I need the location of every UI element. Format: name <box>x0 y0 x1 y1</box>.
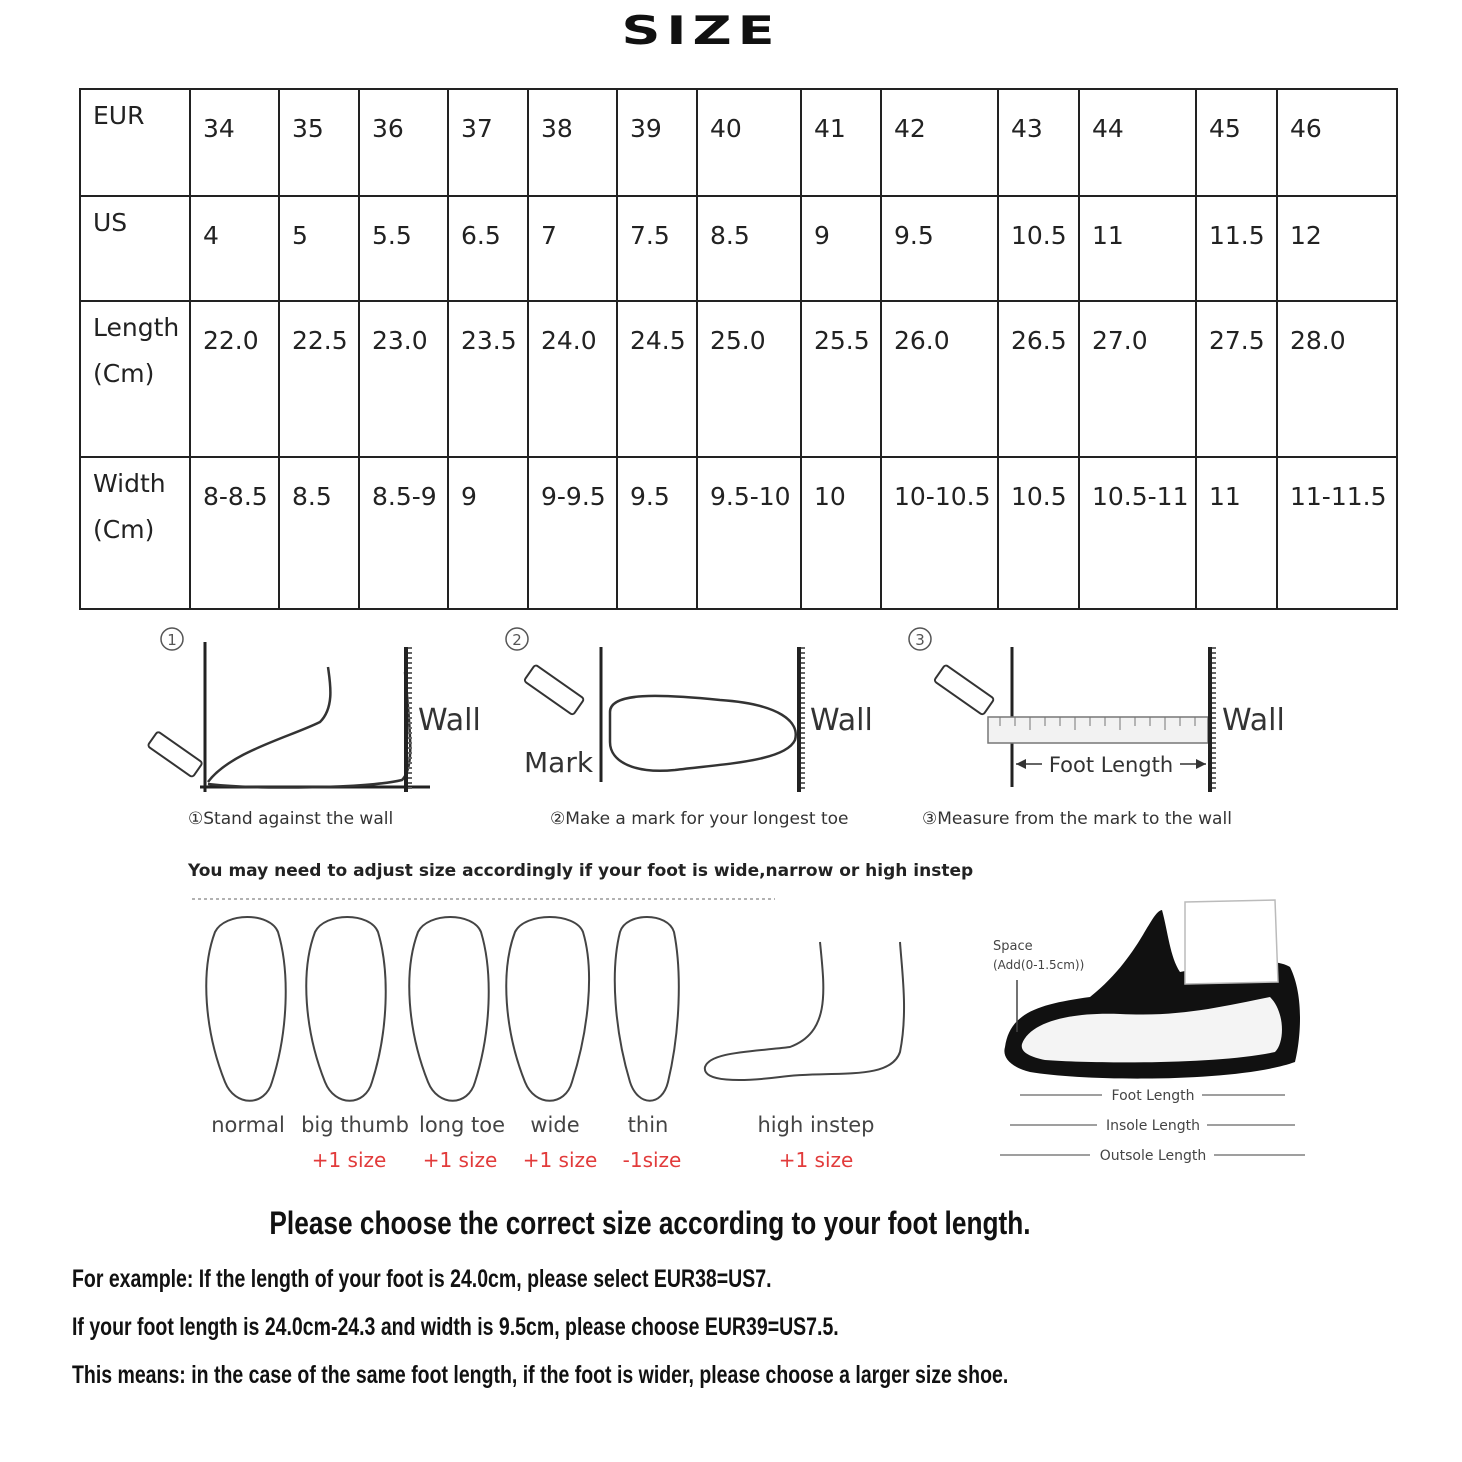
shoe-outsole-length-label: Outsole Length <box>1099 1148 1207 1164</box>
table-cell: 9 <box>448 457 528 609</box>
table-cell: 11-11.5 <box>1277 457 1397 609</box>
foot-type-adjust-5: -1size <box>622 1148 682 1172</box>
table-cell: 43 <box>998 89 1079 196</box>
wall-label-2: Wall <box>810 703 873 738</box>
table-cell: 36 <box>359 89 448 196</box>
table-cell: 8.5 <box>697 196 801 301</box>
step-1-caption: ①Stand against the wall <box>188 809 394 829</box>
foot-type-name-6: high instep <box>757 1113 875 1137</box>
foot-type-adjust-2: +1 size <box>311 1148 387 1172</box>
table-cell: 24.0 <box>528 301 617 457</box>
row-label-text: Width <box>93 469 166 498</box>
shoe-diagram <box>993 900 1305 1164</box>
table-cell: 25.5 <box>801 301 881 457</box>
mark-label: Mark <box>524 746 594 779</box>
svg-text:1: 1 <box>167 631 177 649</box>
row-label-text: EUR <box>93 101 145 130</box>
table-cell: 23.5 <box>448 301 528 457</box>
shoe-space-add-label: (Add(0-1.5cm)) <box>993 958 1085 972</box>
table-cell: 40 <box>697 89 801 196</box>
table-row <box>80 89 1397 196</box>
table-cell: 10-10.5 <box>881 457 998 609</box>
table-cell: 42 <box>881 89 998 196</box>
table-cell: 10.5 <box>998 457 1079 609</box>
adjust-note: You may need to adjust size accordingly if your foot is wide,narrow or high instep <box>188 861 974 881</box>
table-cell: 8-8.5 <box>190 457 279 609</box>
table-cell: 10.5-11 <box>1079 457 1196 609</box>
step-1-illustration <box>147 628 480 829</box>
table-cell: 11 <box>1196 457 1277 609</box>
foot-length-label: Foot Length <box>1048 753 1174 777</box>
foot-type-name-4: wide <box>530 1113 580 1137</box>
table-cell: 27.0 <box>1079 301 1196 457</box>
foot-type-name-1: normal <box>211 1113 285 1137</box>
table-cell: 9.5-10 <box>697 457 801 609</box>
table-cell: 23.0 <box>359 301 448 457</box>
measurement-diagram <box>140 612 1330 1182</box>
table-cell: 41 <box>801 89 881 196</box>
wall-label-1: Wall <box>418 703 481 738</box>
table-cell: 9-9.5 <box>528 457 617 609</box>
table-cell: 10.5 <box>998 196 1079 301</box>
page-title: SIZE <box>621 8 781 54</box>
table-cell: 38 <box>528 89 617 196</box>
table-cell: 8.5-9 <box>359 457 448 609</box>
svg-text:2: 2 <box>512 631 522 649</box>
table-cell: 4 <box>190 196 279 301</box>
table-cell: 9 <box>801 196 881 301</box>
notes-headline: Please choose the correct size according to your foot length. <box>269 1205 1031 1241</box>
table-cell: 25.0 <box>697 301 801 457</box>
table-cell: 7 <box>528 196 617 301</box>
foot-type-name-5: thin <box>627 1113 669 1137</box>
table-cell: 34 <box>190 89 279 196</box>
foot-type-name-3: long toe <box>419 1113 505 1137</box>
shoe-insole-length-label: Insole Length <box>1105 1118 1201 1134</box>
table-cell: 22.5 <box>279 301 359 457</box>
shoe-space-label: Space <box>993 939 1033 954</box>
foot-type-adjust-6: +1 size <box>778 1148 854 1172</box>
row-label-text: (Cm) <box>93 515 155 544</box>
table-cell: 26.0 <box>881 301 998 457</box>
table-cell: 6.5 <box>448 196 528 301</box>
wall-label-3: Wall <box>1222 703 1285 738</box>
table-cell: 9.5 <box>881 196 998 301</box>
row-label-text: US <box>93 208 128 237</box>
size-chart-table <box>79 88 1398 610</box>
table-cell: 46 <box>1277 89 1397 196</box>
table-cell: 22.0 <box>190 301 279 457</box>
foot-type-outlines <box>206 917 904 1101</box>
note-line-2: If your foot length is 24.0cm-24.3 and width is 9.5cm, please choose EUR39=US7.5. <box>72 1313 839 1341</box>
table-cell: 5.5 <box>359 196 448 301</box>
step-3-caption: ③Measure from the mark to the wall <box>922 809 1232 829</box>
table-cell: 37 <box>448 89 528 196</box>
note-line-1: For example: If the length of your foot is 24.0cm, please select EUR38=US7. <box>72 1265 772 1293</box>
table-cell: 12 <box>1277 196 1397 301</box>
table-cell: 5 <box>279 196 359 301</box>
foot-type-adjust-3: +1 size <box>422 1148 498 1172</box>
table-cell: 28.0 <box>1277 301 1397 457</box>
foot-type-adjust-4: +1 size <box>522 1148 598 1172</box>
table-cell: 11 <box>1079 196 1196 301</box>
table-cell: 39 <box>617 89 697 196</box>
svg-text:3: 3 <box>915 631 925 649</box>
table-cell: 24.5 <box>617 301 697 457</box>
table-row <box>80 301 1397 457</box>
table-cell: 7.5 <box>617 196 697 301</box>
row-label <box>80 89 190 196</box>
table-cell: 11.5 <box>1196 196 1277 301</box>
table-cell: 9.5 <box>617 457 697 609</box>
table-cell: 27.5 <box>1196 301 1277 457</box>
row-label <box>80 196 190 301</box>
size-notes <box>0 1205 1462 1389</box>
table-row <box>80 457 1397 609</box>
table-cell: 10 <box>801 457 881 609</box>
table-cell: 45 <box>1196 89 1277 196</box>
row-label-text: Length <box>93 313 180 342</box>
step-2-illustration <box>506 628 873 829</box>
foot-type-name-2: big thumb <box>301 1113 409 1137</box>
table-row <box>80 196 1397 301</box>
row-label-text: (Cm) <box>93 359 155 388</box>
table-cell: 26.5 <box>998 301 1079 457</box>
step-2-caption: ②Make a mark for your longest toe <box>550 809 849 829</box>
note-line-3: This means: in the case of the same foot length, if the foot is wider, please choose a larger size shoe. <box>72 1361 1009 1389</box>
step-3-illustration <box>909 628 1285 829</box>
table-cell: 8.5 <box>279 457 359 609</box>
table-cell: 35 <box>279 89 359 196</box>
table-cell: 44 <box>1079 89 1196 196</box>
shoe-foot-length-label: Foot Length <box>1111 1088 1195 1104</box>
row-label <box>80 457 190 609</box>
row-label <box>80 301 190 457</box>
